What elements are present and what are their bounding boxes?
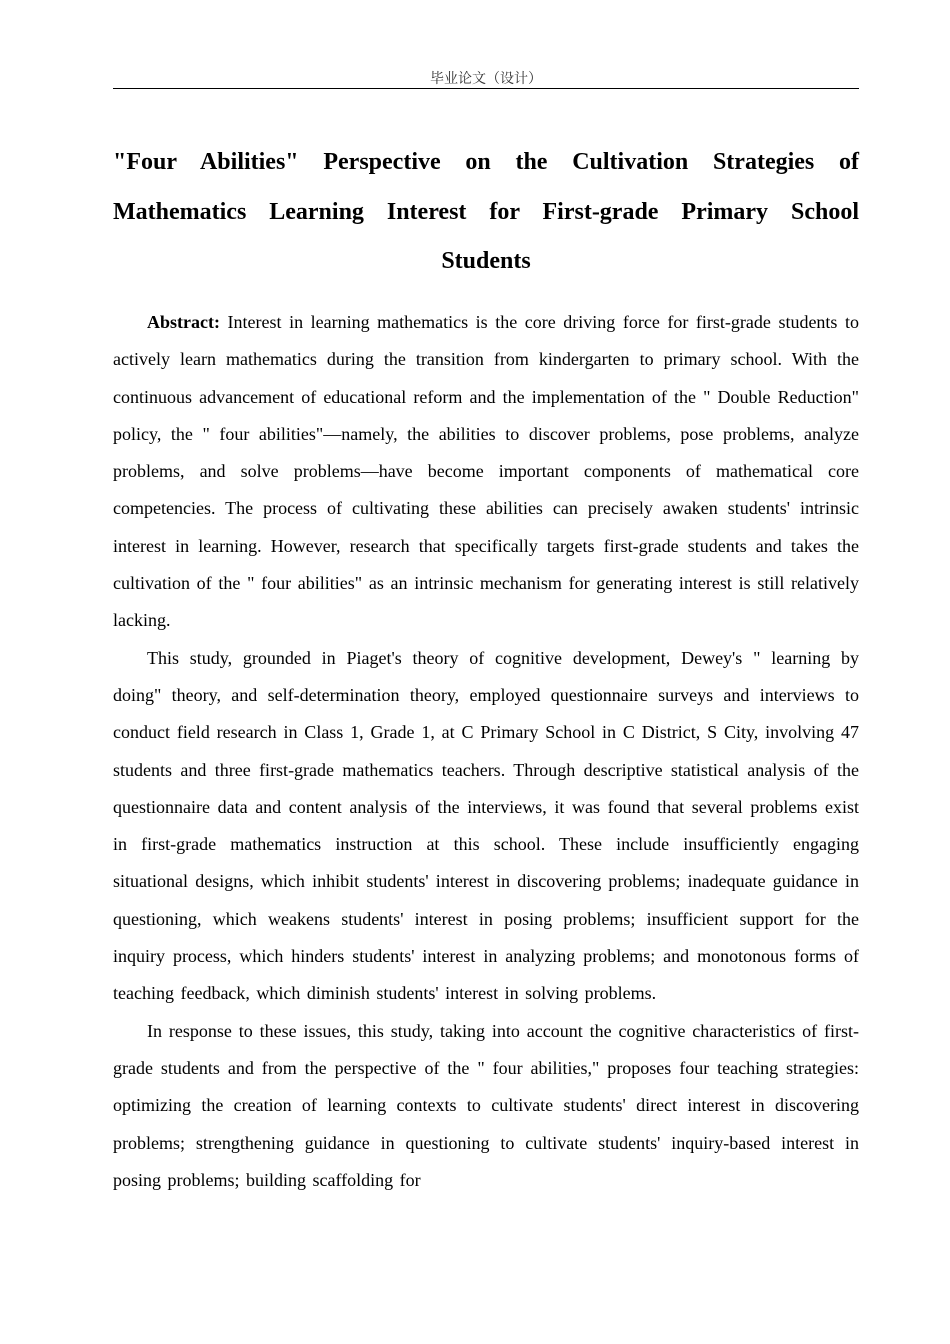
abstract-paragraph-1-text: Interest in learning mathematics is the core driving force for first-grade students to actively learn mathematics during the transition from kindergarten to primary school. With the continuous advancement of educational reform and the implementation of the " Double Reduction" policy, the " four abilities"—namely, the abilities to discover problems, pose problems, analyze problems, and solve problems—have become important components of mathematical core competencies. The process of cultivating these abilities can precisely awaken students' intrinsic interest in learning. However, research that specifically targets first-grade students and takes the cultivation of the " four abilities" as an intrinsic mechanism for generating interest is still relatively lacking.: [113, 312, 859, 631]
abstract-label: Abstract:: [147, 312, 220, 332]
abstract-body: [113, 304, 859, 1199]
header-rule: [113, 88, 859, 89]
running-header: 毕业论文（设计）: [430, 71, 542, 87]
abstract-paragraph-2: This study, grounded in Piaget's theory of cognitive development, Dewey's " learning by doing" theory, and self-determination theory, employed questionnaire surveys and interviews to conduct field research in Class 1, Grade 1, at C Primary School in C District, S City, involving 47 students and three first-grade mathematics teachers. Through descriptive statistical analysis of the questionnaire data and content analysis of the interviews, it was found that several problems exist in first-grade mathematics instruction at this school. These include insufficiently engaging situational designs, which inhibit students' interest in discovering problems; inadequate guidance in questioning, which weakens students' interest in posing problems; insufficient support for the inquiry process, which hinders students' interest in analyzing problems; and monotonous forms of teaching feedback, which diminish students' interest in solving problems.: [113, 647, 859, 1004]
paper-title: "Four Abilities" Perspective on the Cultivation Strategies of Mathematics Learning Interest for First-grade Primary School Students: [113, 149, 859, 274]
abstract-paragraph-1: [113, 304, 859, 640]
abstract-paragraph-3: In response to these issues, this study, taking into account the cognitive characteristics of first-grade students and from the perspective of the " four abilities," proposes four teaching strategies: optimizing the creation of learning contexts to cultivate students' direct interest in discovering problems; strengthening guidance in questioning to cultivate students' inquiry-based interest in posing problems; building scaffolding for: [113, 1020, 859, 1190]
